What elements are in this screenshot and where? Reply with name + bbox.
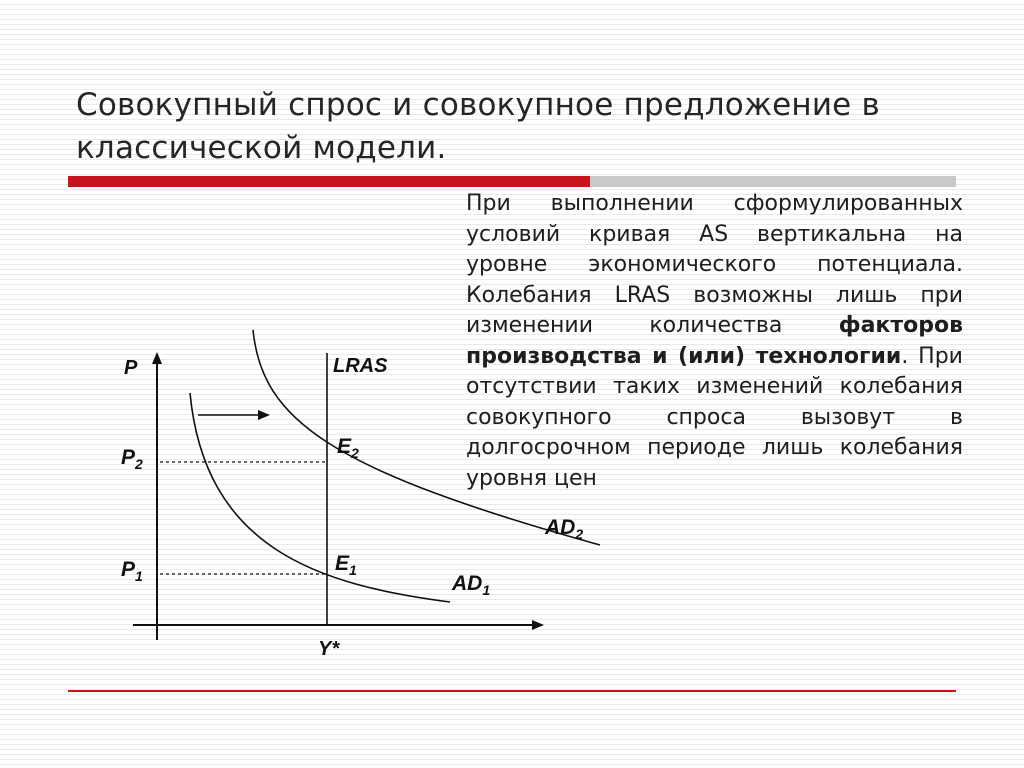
p1-label: $P_1$ [121,558,143,584]
y-axis-label: P [124,357,138,379]
e1-label: $E_1$ [335,552,357,578]
ad2-label: $AD_2$ [545,516,584,542]
ad1-curve [190,393,450,602]
e2-label: $E_2$ [337,435,359,461]
ad1-label: $AD_1$ [452,572,491,598]
paragraph-bold: факторов производства и (или) технологии [466,313,963,369]
lras-label: LRAS [333,355,388,377]
x-axis-label: Y* [318,638,340,660]
footer-divider [68,690,956,692]
slide-title: Совокупный спрос и совокупное предложение в классической модели. [76,87,880,166]
p2-label: $P_2$ [121,446,143,472]
paragraph-part2: . При отсутствии таких изменений колебания совокупного спроса вызовут в долгосрочном периоде лишь колебания уровня цен [466,343,963,491]
paragraph-part1: При выполнении сформулированных условий кривая AS вертикальна на уровне экономического потенциала. Колебания LRAS возможны лишь при изменении количества [466,191,963,338]
ad2-curve [253,330,600,545]
